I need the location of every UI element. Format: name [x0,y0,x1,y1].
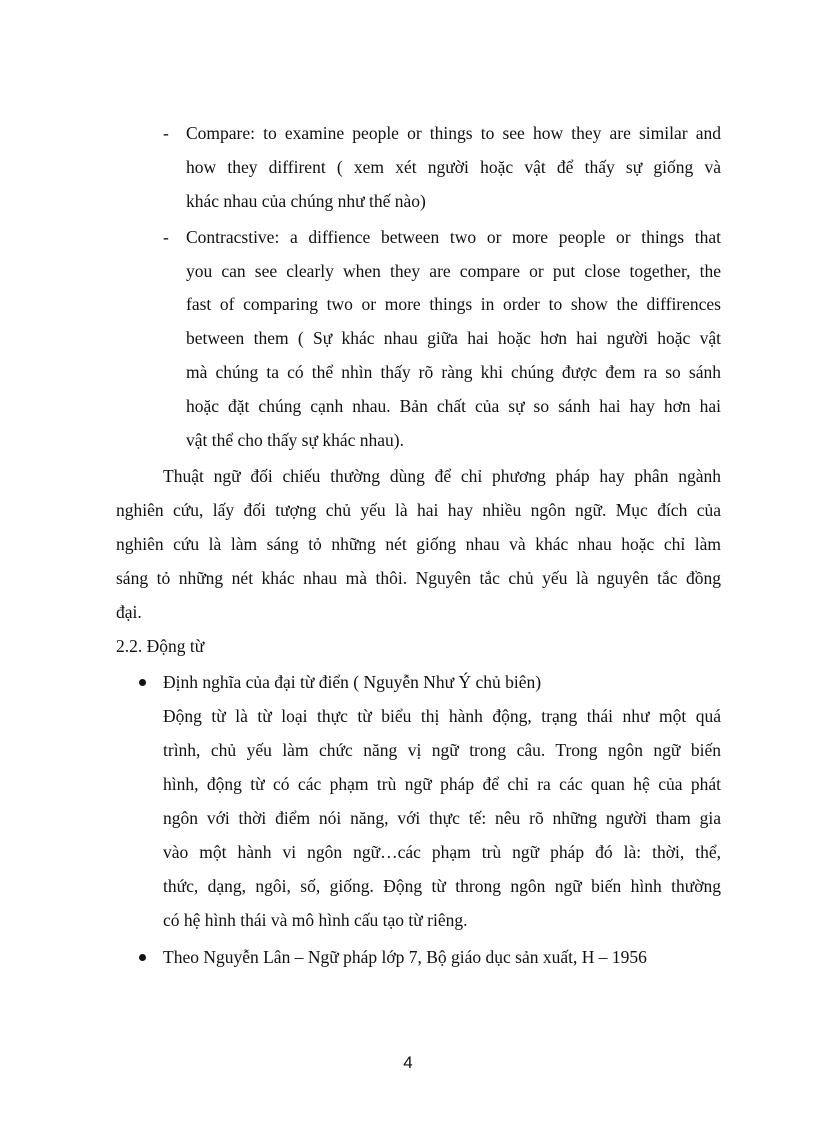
list-item-2-line-3: fast of comparing two or more things in order to show the diffirences [186,294,721,314]
list-dash-marker: - [163,227,169,247]
section-heading: 2.2. Động từ [116,636,205,656]
bullet-1-line-2: trình, chủ yếu làm chức năng vị ngữ trong câu. Trong ngôn ngữ biến [163,740,721,760]
bullet-1-line-1: Động từ là từ loại thực từ biểu thị hành động, trạng thái như một quá [163,706,721,726]
bullet-1-line-4: ngôn với thời điểm nói năng, với thực tế: nêu rõ những người tham gia [163,808,721,828]
list-item-1-line-2: how they diffirent ( xem xét người hoặc vật để thấy sự giống và [186,157,721,177]
bullet-1-line-7: có hệ hình thái và mô hình cấu tạo từ riêng. [163,910,468,930]
paragraph-line-1: Thuật ngữ đối chiếu thường dùng để chỉ phương pháp hay phân ngành [163,466,721,486]
bullet-1-title: Định nghĩa của đại từ điển ( Nguyễn Như Ý chủ biên) [163,672,542,692]
list-item-2-line-5: mà chúng ta có thể nhìn thấy rõ ràng khi chúng được đem ra so sánh [186,362,721,382]
list-item-2-line-2: you can see clearly when they are compare or put close together, the [186,261,721,281]
bullet-1-line-6: thức, dạng, ngôi, số, giống. Động từ throng ngôn ngữ biến hình thường [163,876,721,896]
list-item-2-line-6: hoặc đặt chúng cạnh nhau. Bản chất của sự so sánh hai hay hơn hai [186,396,721,416]
paragraph-line-5: đại. [116,602,142,622]
paragraph-line-2: nghiên cứu, lấy đối tượng chủ yếu là hai hay nhiều ngôn ngữ. Mục đích của [116,500,721,520]
bullet-1-line-3: hình, động từ có các phạm trù ngữ pháp để chỉ ra các quan hệ của phát [163,774,721,794]
list-item-1-line-1: Compare: to examine people or things to see how they are similar and [186,123,721,143]
paragraph-line-3: nghiên cứu là làm sáng tỏ những nét giống nhau và khác nhau hoặc chỉ làm [116,534,721,554]
paragraph-line-4: sáng tỏ những nét khác nhau mà thôi. Nguyên tắc chủ yếu là nguyên tắc đồng [116,568,721,588]
page-number: 4 [403,1053,413,1072]
list-item-2-line-4: between them ( Sự khác nhau giữa hai hoặc hơn hai người hoặc vật [186,328,721,348]
bullet-marker [139,954,146,961]
list-item-1-line-3: khác nhau của chúng như thế nào) [186,191,426,211]
bullet-1-line-5: vào một hành vi ngôn ngữ…các phạm trù ngữ pháp đó là: thời, thể, [163,842,721,862]
bullet-2-title: Theo Nguyễn Lân – Ngữ pháp lớp 7, Bộ giáo dục sản xuất, H – 1956 [163,947,647,967]
list-item-2-line-7: vật thể cho thấy sự khác nhau). [186,430,404,450]
list-dash-marker: - [163,123,169,143]
list-item-2-line-1: Contracstive: a diffience between two or more people or things that [186,227,721,247]
bullet-marker [139,679,146,686]
